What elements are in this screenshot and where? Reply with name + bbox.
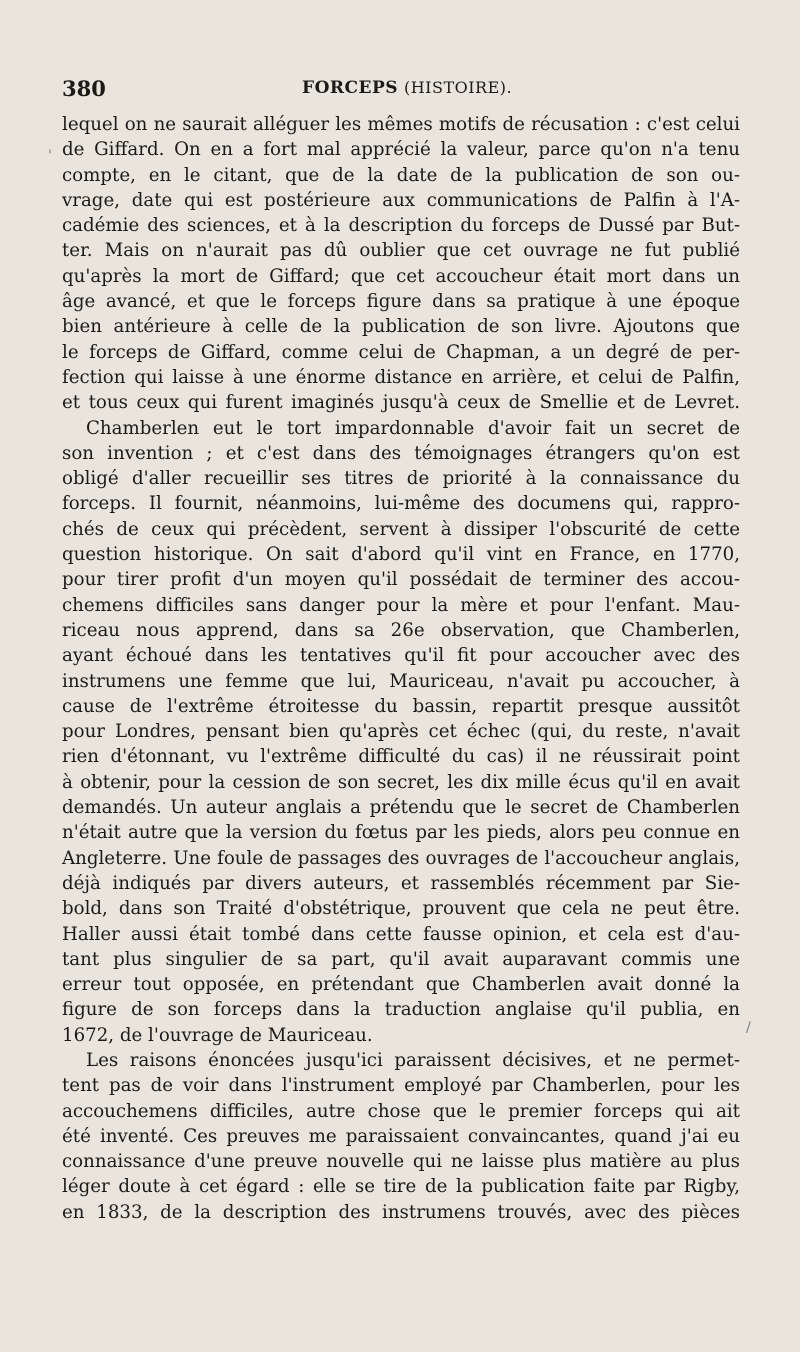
- margin-mark: /: [746, 1020, 751, 1036]
- body-text: [62, 112, 740, 1225]
- text-line: Haller aussi était tombé dans cette fausse opinion, et cela est d'au-: [62, 923, 740, 945]
- text-line: connaissance d'une preuve nouvelle qui ne laisse plus matière au plus: [62, 1151, 740, 1173]
- text-line: et tous ceux qui furent imaginés jusqu'à ceux de Smellie et de Levret.: [62, 392, 740, 414]
- text-line: forceps. Il fournit, néanmoins, lui-même des documens qui, rappro-: [62, 493, 740, 515]
- text-line: vrage, date qui est postérieure aux communications de Palfin à l'A-: [62, 189, 740, 211]
- text-line: compte, en le citant, que de la date de la publication de son ou-: [62, 164, 740, 186]
- running-title-sub: (HISTOIRE).: [403, 78, 513, 97]
- text-line: à obtenir, pour la cession de son secret, les dix mille écus qu'il en avait: [62, 771, 740, 793]
- text-line: lequel on ne saurait alléguer les mêmes motifs de récusation : c'est celui: [62, 114, 740, 135]
- text-line: fection qui laisse à une énorme distance en arrière, et celui de Palfin,: [62, 366, 740, 388]
- text-line: de Giffard. On en a fort mal apprécié la valeur, parce qu'on n'a tenu: [62, 139, 740, 161]
- text-line: rien d'étonnant, vu l'extrême difficulté du cas) il ne réussirait point: [62, 746, 740, 768]
- text-line: demandés. Un auteur anglais a prétendu que le secret de Chamberlen: [62, 797, 740, 819]
- text-line: âge avancé, et que le forceps figure dans sa pratique à une époque: [62, 291, 740, 313]
- text-line: bien antérieure à celle de la publication de son livre. Ajoutons que: [62, 316, 740, 338]
- text-line: Les raisons énoncées jusqu'ici paraissent décisives, et ne permet-: [86, 1049, 740, 1071]
- text-line: chés de ceux qui précèdent, servent à dissiper l'obscurité de cette: [62, 518, 740, 540]
- text-line: bold, dans son Traité d'obstétrique, prouvent que cela ne peut être.: [62, 898, 740, 920]
- text-line: ter. Mais on n'aurait pas dû oublier que cet ouvrage ne fut publié: [62, 240, 740, 262]
- text-line: pour Londres, pensant bien qu'après cet échec (qui, du reste, n'avait: [62, 721, 740, 743]
- page-number: 380: [62, 76, 106, 101]
- margin-mark: ': [48, 148, 52, 164]
- text-line: figure de son forceps dans la traduction anglaise qu'il publia, en: [62, 999, 740, 1021]
- text-line: son invention ; et c'est dans des témoignages étrangers qu'on est: [62, 442, 740, 464]
- text-line: question historique. On sait d'abord qu'il vint en France, en 1770,: [62, 544, 740, 566]
- text-line: pour tirer profit d'un moyen qu'il possédait de terminer des accou-: [62, 569, 740, 591]
- text-line: chemens difficiles sans danger pour la mère et pour l'enfant. Mau-: [62, 594, 740, 616]
- text-line: ayant échoué dans les tentatives qu'il fit pour accoucher avec des: [62, 645, 740, 667]
- text-line: erreur tout opposée, en prétendant que Chamberlen avait donné la: [62, 974, 740, 996]
- text-line: Chamberlen eut le tort impardonnable d'avoir fait un secret de: [86, 417, 740, 439]
- text-line: léger doute à cet égard : elle se tire de la publication faite par Rigby,: [62, 1176, 740, 1198]
- text-line: accouchemens difficiles, autre chose que le premier forceps qui ait: [62, 1100, 740, 1122]
- page-header: [62, 76, 740, 106]
- text-line: riceau nous apprend, dans sa 26e observation, que Chamberlen,: [62, 619, 740, 641]
- text-line: le forceps de Giffard, comme celui de Chapman, a un degré de per-: [62, 341, 740, 363]
- text-line: instrumens une femme que lui, Mauriceau, n'avait pu accoucher, à: [62, 670, 740, 692]
- text-line: déjà indiqués par divers auteurs, et rassemblés récemment par Sie-: [62, 872, 740, 894]
- text-line: qu'après la mort de Giffard; que cet accoucheur était mort dans un: [62, 265, 740, 287]
- text-line: tent pas de voir dans l'instrument employé par Chamberlen, pour les: [62, 1075, 740, 1097]
- text-line: 1672, de l'ouvrage de Mauriceau.: [62, 1024, 373, 1046]
- text-line: n'était autre que la version du fœtus par les pieds, alors peu connue en: [62, 822, 740, 844]
- text-line: été inventé. Ces preuves me paraissaient convaincantes, quand j'ai eu: [62, 1125, 740, 1147]
- text-line: en 1833, de la description des instrumens trouvés, avec des pièces: [62, 1201, 740, 1223]
- text-line: obligé d'aller recueillir ses titres de priorité à la connaissance du: [62, 468, 740, 490]
- text-line: cause de l'extrême étroitesse du bassin, repartit presque aussitôt: [62, 695, 740, 717]
- text-line: cadémie des sciences, et à la description du forceps de Dussé par But-: [62, 215, 740, 237]
- text-line: Angleterre. Une foule de passages des ouvrages de l'accoucheur anglais,: [62, 847, 740, 869]
- running-title: [302, 78, 512, 98]
- text-line: tant plus singulier de sa part, qu'il avait auparavant commis une: [62, 948, 740, 970]
- running-title-main: FORCEPS: [302, 78, 399, 98]
